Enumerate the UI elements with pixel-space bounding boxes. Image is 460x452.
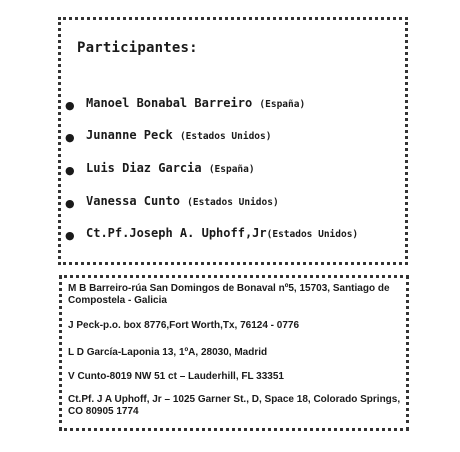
address-line: L D García-Laponia 13, 1ºA, 28030, Madrid bbox=[68, 347, 268, 358]
address-line: Ct.Pf. J A Uphoff, Jr – 1025 Garner St., D, Space 18, Colorado Springs, CO 80905 1774 bbox=[68, 394, 401, 417]
address-line: V Cunto-8019 NW 51 ct – Lauderhill, FL 33351 bbox=[68, 371, 284, 382]
participant-country: (Estados Unidos) bbox=[266, 229, 359, 240]
participants-box bbox=[58, 17, 408, 265]
participant-name: Junanne Peck (Estados Unidos) bbox=[86, 128, 272, 142]
address-line: M B Barreiro-rúa San Domingos de Bonaval nº5, 15703, Santiago de Compostela - Galicia bbox=[68, 283, 390, 306]
participant-country: (Estados Unidos) bbox=[187, 197, 279, 208]
participants-list bbox=[61, 20, 405, 262]
participant-name: Manoel Bonabal Barreiro (España) bbox=[86, 96, 306, 110]
bullet-icon: ● bbox=[65, 164, 75, 177]
bullet-icon: ● bbox=[65, 131, 75, 144]
bullet-icon: ● bbox=[65, 197, 75, 210]
participant-country: (España) bbox=[208, 164, 255, 175]
participants-title: Participantes: bbox=[77, 40, 198, 56]
bullet-icon: ● bbox=[65, 229, 75, 242]
participant-name: Ct.Pf.Joseph A. Uphoff,Jr(Estados Unidos) bbox=[86, 226, 359, 240]
participant-country: (Estados Unidos) bbox=[179, 131, 272, 142]
addresses-box bbox=[59, 275, 409, 431]
participant-name: Vanessa Cunto (Estados Unidos) bbox=[86, 194, 279, 208]
participant-country: (España) bbox=[259, 99, 306, 110]
bullet-icon: ● bbox=[65, 99, 75, 112]
address-line: J Peck-p.o. box 8776,Fort Worth,Tx, 76124 - 0776 bbox=[68, 320, 300, 331]
participant-name: Luis Diaz Garcia (España) bbox=[86, 161, 255, 175]
